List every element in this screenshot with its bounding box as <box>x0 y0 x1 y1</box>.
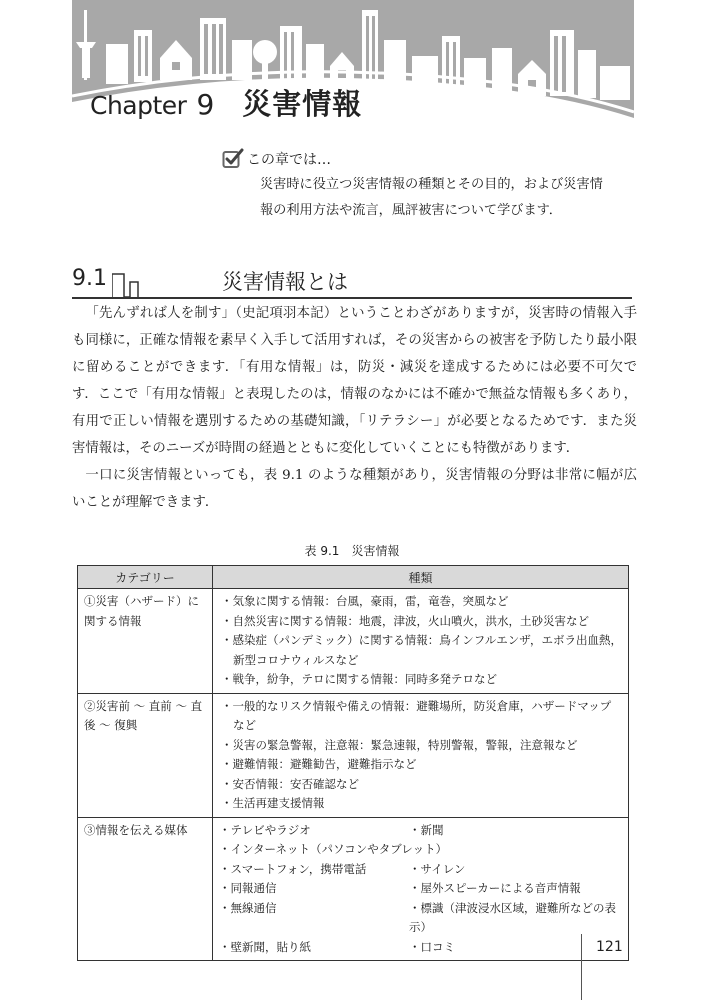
intro-line: 災害時に役立つ災害情報の種類とその目的，および災害情 <box>260 177 603 192</box>
media-item: ・スマートフォン，携帯電話 <box>219 861 367 876</box>
section-number: 9.1 <box>72 266 107 291</box>
disaster-info-table <box>77 565 629 961</box>
intro-heading: この章では… <box>247 152 331 168</box>
column-header-types: 種類 <box>213 566 629 589</box>
section-decoration-icon <box>112 272 212 298</box>
list-item: ・生活再建支援情報 <box>221 796 325 810</box>
media-item: ・インターネット（パソコンやタブレット） <box>219 842 448 856</box>
media-item: ・新聞 <box>409 822 444 837</box>
media-item: ・標識（津波浸水区域，避難所などの表示） <box>409 900 616 934</box>
types-cell <box>213 589 629 694</box>
table-row <box>78 589 629 694</box>
category-cell: ②災害前 ～ 直前 ～ 直後 ～ 復興 <box>78 693 213 817</box>
category-cell: ①災害（ハザード）に関する情報 <box>78 589 213 694</box>
list-item: ・自然災害に関する情報：地震，津波，火山噴火，洪水，土砂災害など <box>221 613 589 628</box>
table-row <box>78 817 629 961</box>
media-item: ・無線通信 <box>219 900 277 915</box>
list-item: ・感染症（パンデミック）に関する情報：鳥インフルエンザ，エボラ出血熱，新型コロナウィルスなど <box>221 633 623 667</box>
intro-line: 報の利用方法や流言，風評被害について学びます． <box>260 203 562 218</box>
types-cell <box>213 817 629 961</box>
chapter-number: 9 <box>196 88 215 121</box>
section-title: 災害情報とは <box>222 270 348 294</box>
media-item: ・サイレン <box>409 861 466 876</box>
table-row <box>78 693 629 817</box>
chapter-name: 災害情報 <box>242 87 363 121</box>
page-number-rule <box>581 934 582 1000</box>
list-item: ・避難情報：避難勧告，避難指示など <box>221 757 417 771</box>
media-item: ・壁新聞，貼り紙 <box>219 939 311 954</box>
media-item: ・テレビやラジオ <box>219 822 311 837</box>
media-item: ・屋外スピーカーによる音声情報 <box>409 881 581 895</box>
media-item: ・口コミ <box>409 939 455 954</box>
chapter-label: Chapter <box>90 91 187 120</box>
column-header-category: カテゴリー <box>78 566 213 589</box>
category-cell: ③情報を伝える媒体 <box>78 817 213 961</box>
chapter-intro <box>222 148 642 224</box>
checkbox-icon <box>222 148 244 170</box>
chapter-title <box>90 82 362 132</box>
list-item: ・災害の緊急警報，注意報：緊急速報，特別警報，警報，注意報など <box>221 737 578 752</box>
section-rule <box>72 297 632 299</box>
paragraph: 「先んずれば人を制す」（史記項羽本記）ということわざがありますが，災害時の情報入手も同様に，正確な情報を素早く入手して活用すれば，その災害からの被害を予防したり最小限に留めることができます．「有用な情報」は，防災・減災を達成するためには必要不可欠です．ここで「有用な情報」と表現したのは，情報のなかには不確かで無益な情報も多くあり，有用で正しい情報を選別するための基礎知識，「リテラシー」が必要となるためです．また災害情報は，そのニーズが時間の経過とともに変化していくことにも特徴があります． <box>72 306 637 456</box>
types-cell <box>213 693 629 817</box>
page-number: 121 <box>596 939 623 955</box>
list-item: ・安否情報：安否確認など <box>221 776 359 791</box>
table-header-row <box>78 566 629 589</box>
list-item: ・一般的なリスク情報や備えの情報：避難場所，防災倉庫，ハザードマップなど <box>221 698 612 732</box>
media-grid <box>219 821 622 958</box>
list-item: ・気象に関する情報：台風，豪雨，雷，竜巻，突風など <box>221 594 509 608</box>
table-caption: 表 9.1 災害情報 <box>304 544 400 558</box>
paragraph: 一口に災害情報といっても，表 9.1 のような種類があり，災害情報の分野は非常に幅が広いことが理解できます． <box>72 468 637 510</box>
body-text <box>72 300 637 516</box>
section-heading <box>72 260 632 300</box>
intro-text <box>260 172 642 224</box>
media-item: ・同報通信 <box>219 881 277 895</box>
list-item: ・戦争，紛争，テロに関する情報：同時多発テロなど <box>221 672 497 686</box>
